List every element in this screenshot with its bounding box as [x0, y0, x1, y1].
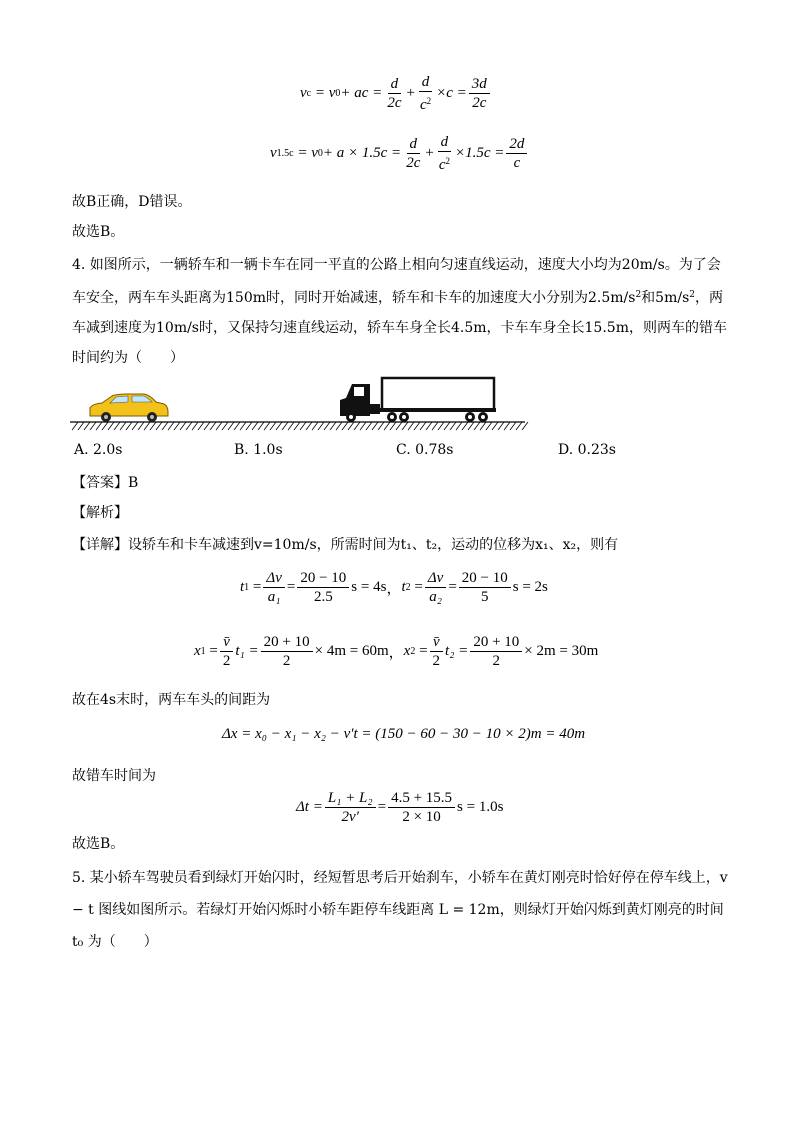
q5-stem: 5. 某小轿车驾驶员看到绿灯开始闪时，经短暂思考后开始刹车，小轿车在黄灯刚亮时恰好停在停车线上，v − t 图线如图所示。若绿灯开始闪烁时小轿车距停车线距离 L = 12m，则绿灯开始闪烁到黄灯刚亮的时间 t₀ 为（ ）	[72, 870, 728, 950]
q4-figure	[70, 374, 530, 434]
equation-vc: v c = v 0 + ac = $\frac{d}{2c}$ + $\frac{d}{c^2}$ ×c = $\frac{3d}{2c}$	[300, 74, 492, 113]
equation-v15c: v 1.5c = v 0 + a × 1.5c = $\frac{d}{2c}$ + $\frac{d}{c^2}$ ×1.5c = $\frac{2d}{c}$	[270, 134, 529, 173]
option-a: A. 2.0s	[74, 442, 123, 458]
truck-icon	[340, 378, 496, 422]
ground-line	[70, 422, 528, 430]
option-d: D. 0.23s	[558, 442, 616, 458]
option-c: C. 0.78s	[396, 442, 454, 458]
equation-x: x 1 = $\frac{v̄}{2}$ t₁ = $\frac{20 + 10}{2}$ × 4m = 60m ， x 2 = $\frac{v̄}{2}$ t₂ = $\frac{20 + 10}{2}$ × 2m = 30m	[194, 634, 599, 669]
equation-dx: Δx = x₀ − x₁ − x₂ − v′t = (150 − 60 − 30 − 10 × 2)m = 40m	[222, 726, 586, 742]
q4-analysis: 【解析】	[72, 505, 128, 521]
equation-t: t 1 = $\frac{\Delta v}{\text{a₁}}$ = $\frac{20 - 10}{2.5}$ s = 4s ， t 2 = $\frac{\Delta v}{\text{a₂}}$ = $\frac{20 - 10}{5}$ s = 2s	[240, 570, 548, 605]
option-b: B. 1.0s	[234, 442, 283, 458]
car-icon	[90, 394, 168, 422]
q4-stem: 4. 如图所示，一辆轿车和一辆卡车在同一平直的公路上相向匀速直线运动，速度大小均为20m/s。为了会车安全，两车车头距离为150m时，同时开始减速，轿车和卡车的加速度大小分别为$2.5m/s^2$和$5m/s^2$，两车减到速度为10m/s时，又保持匀速直线运动，轿车车身全长4.5m，卡车车身全长15.5m，则两车的错车时间约为（ ）	[72, 257, 727, 366]
q4-choose: 故选B。	[72, 836, 125, 852]
q4-detail: 【详解】设轿车和卡车减速到v=10m/s，所需时间为t₁、t₂，运动的位移为x₁、x₂，则有	[72, 537, 619, 553]
prev-choose: 故选B。	[72, 224, 125, 240]
prev-conclusion: 故B正确，D错误。	[72, 194, 192, 210]
q4-at4s: 故在4s末时，两车车头的间距为	[72, 692, 271, 708]
equation-dt: Δt = $\frac{\text{L₁ + L₂}}{2v'}$ = $\frac{4.5 + 15.5}{2 \times 10}$ s = 1.0s	[296, 790, 504, 825]
q4-cross-time: 故错车时间为	[72, 768, 156, 784]
q4-answer: 【答案】B	[72, 475, 139, 491]
